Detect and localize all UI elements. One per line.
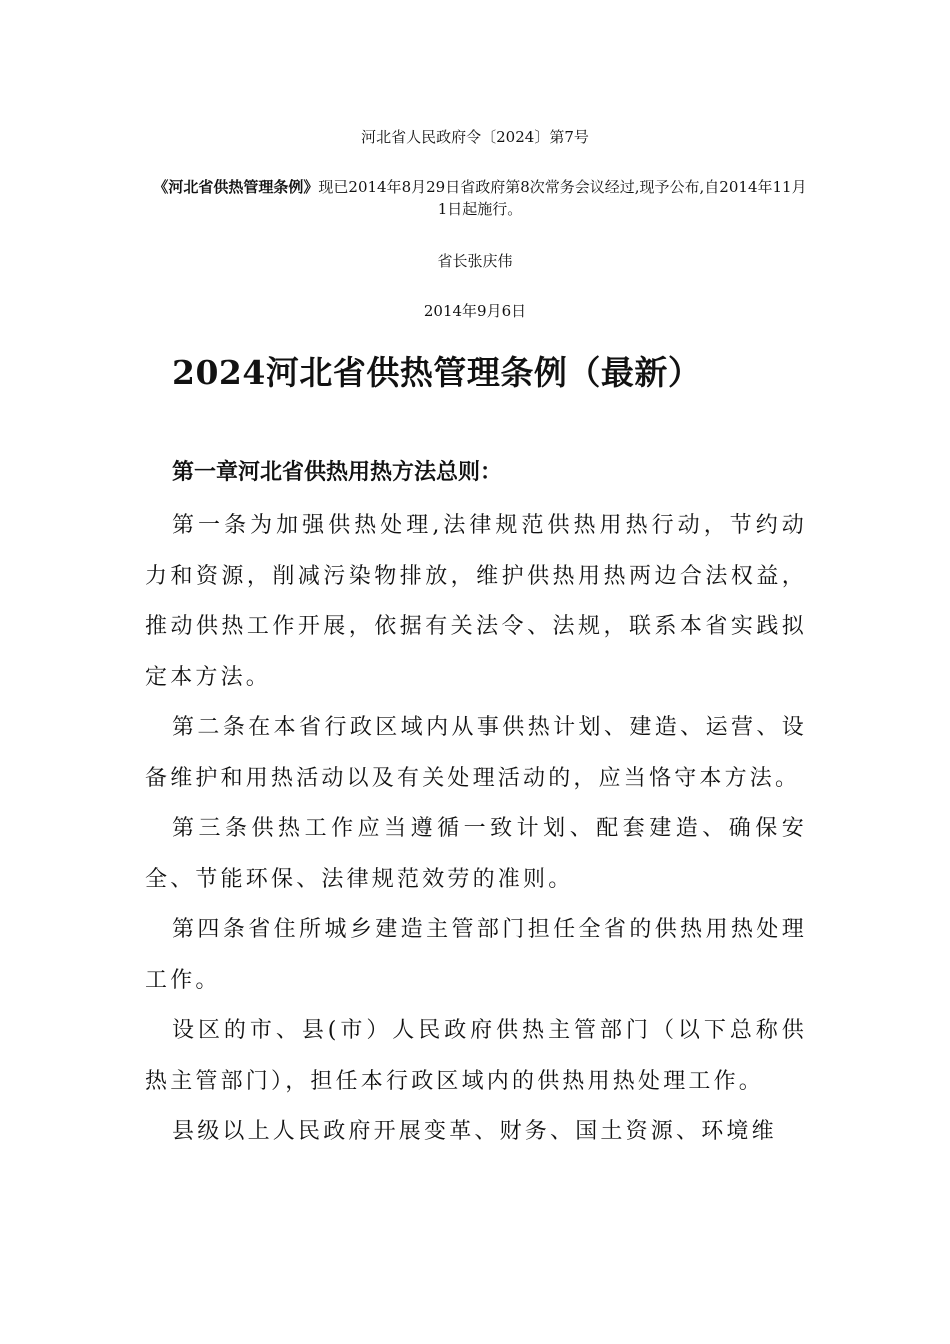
promulgation-regulation-title: 《河北省供热管理条例》 (153, 178, 319, 196)
article-4-paragraph-3: 县级以上人民政府开展变革、财务、国土资源、环境维 (172, 1119, 777, 1144)
promulgation-text: 现已2014年8月29日省政府第8次常务会议经过,现予公布,自2014年11月1日起施行。 (318, 178, 807, 218)
article-4: 第四条省住所城乡建造主管部门担任全省的供热用热处理工作。 (145, 917, 807, 993)
article-4-paragraph-2: 设区的市、县(市）人民政府供热主管部门（以下总称供热主管部门），担任本行政区域内的供热用热处理工作。 (145, 1018, 807, 1094)
article-1: 第一条为加强供热处理,法律规范供热用热行动，节约动力和资源，削减污染物排放，维护供热用热两边合法权益，推动供热工作开展，依据有关法令、法规，联系本省实践拟定本方法。 (145, 513, 807, 690)
chapter-heading: 第一章河北省供热用热方法总则： (172, 459, 503, 485)
article-2: 第二条在本省行政区域内从事供热计划、建造、运营、设备维护和用热活动以及有关处理活动的，应当恪守本方法。 (145, 715, 807, 791)
document-body (145, 501, 807, 1158)
governor-signature-line: 省长张庆伟 (437, 252, 513, 270)
issue-date: 2014年9月6日 (423, 302, 527, 320)
decree-number: 河北省人民政府令〔2024〕第7号 (361, 128, 589, 146)
document-title: 2024河北省供热管理条例（最新） (172, 353, 702, 392)
article-3: 第三条供热工作应当遵循一致计划、配套建造、确保安全、节能环保、法律规范效劳的准则。 (145, 816, 807, 892)
promulgation-notice (150, 176, 810, 220)
